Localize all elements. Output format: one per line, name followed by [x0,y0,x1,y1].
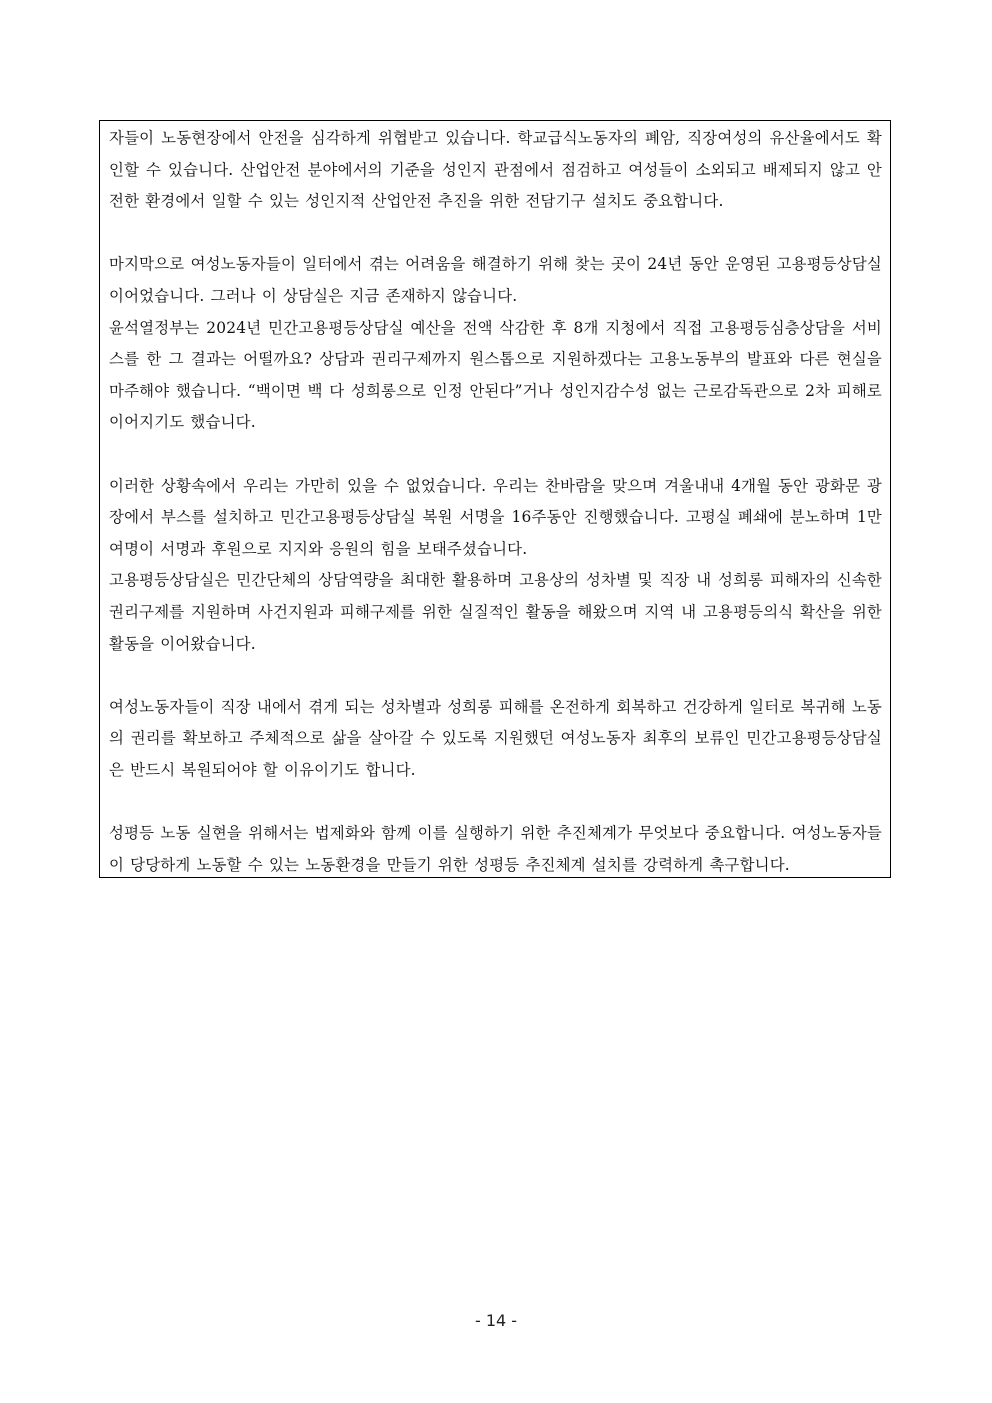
paragraph-restoration-reason: 여성노동자들이 직장 내에서 겪게 되는 성차별과 성희롱 피해를 온전하게 회복하고 건강하게 일터로 복귀해 노동의 권리를 확보하고 주체적으로 삶을 살아갈 수 있도록 지원했던 여성노동자 최후의 보류인 민간고용평등상담실은 반드시 복원되어야 할 이유이기도 합니다. [109,697,882,779]
page-number: - 14 - [474,1311,518,1330]
paragraph-conclusion: 성평등 노동 실현을 위해서는 법제화와 함께 이를 실행하기 위한 추진체계가 무엇보다 중요합니다. 여성노동자들이 당당하게 노동할 수 있는 노동환경을 만들기 위한 성평등 추진체계 설치를 강력하게 촉구합니다. [109,824,882,874]
paragraph-budget-cut: 윤석열정부는 2024년 민간고용평등상담실 예산을 전액 삭감한 후 8개 지청에서 직접 고용평등심층상담을 서비스를 한 그 결과는 어떨까요? 상담과 권리구제까지 원스톱으로 지원하겠다는 고용노동부의 발표와 다른 현실을 마주해야 했습니다. “백이면 백 다 성희롱으로 인정 안된다”거나 성인지감수성 없는 근로감독관으로 2차 피해로 이어지기도 했습니다. [109,318,882,432]
paragraph-spacer [109,439,882,471]
paragraph-counseling-center-intro: 마지막으로 여성노동자들이 일터에서 겪는 어려움을 해결하기 위해 찾는 곳이 24년 동안 운영된 고용평등상담실이어었습니다. 그러나 이 상담실은 지금 존재하지 않습니다. [109,255,882,305]
paragraph-spacer [109,786,882,818]
paragraph-petition-campaign: 이러한 상황속에서 우리는 가만히 있을 수 없었습니다. 우리는 찬바람을 맞으며 겨울내내 4개월 동안 광화문 광장에서 부스를 설치하고 민간고용평등상담실 복원 서명을 16주동안 진행했습니다. 고평실 폐쇄에 분노하며 1만 여명이 서명과 후원으로 지지와 응원의 힘을 보태주셨습니다. [109,476,882,558]
paragraph-spacer [109,218,882,250]
paragraph-center-role: 고용평등상담실은 민간단체의 상담역량을 최대한 활용하며 고용상의 성차별 및 직장 내 성희롱 피해자의 신속한 권리구제를 지원하며 사건지원과 피해구제를 위한 실질적인 활동을 해왔으며 지역 내 고용평등의식 확산을 위한 활동을 이어왔습니다. [109,571,882,653]
text-box [99,120,891,878]
paragraph-spacer [109,660,882,692]
paragraph-industrial-safety: 자들이 노동현장에서 안전을 심각하게 위협받고 있습니다. 학교급식노동자의 폐암, 직장여성의 유산율에서도 확인할 수 있습니다. 산업안전 분야에서의 기준을 성인지 관점에서 점검하고 여성들이 소외되고 배제되지 않고 안전한 환경에서 일할 수 있는 성인지적 산업안전 추진을 위한 전담기구 설치도 중요합니다. [109,129,882,211]
